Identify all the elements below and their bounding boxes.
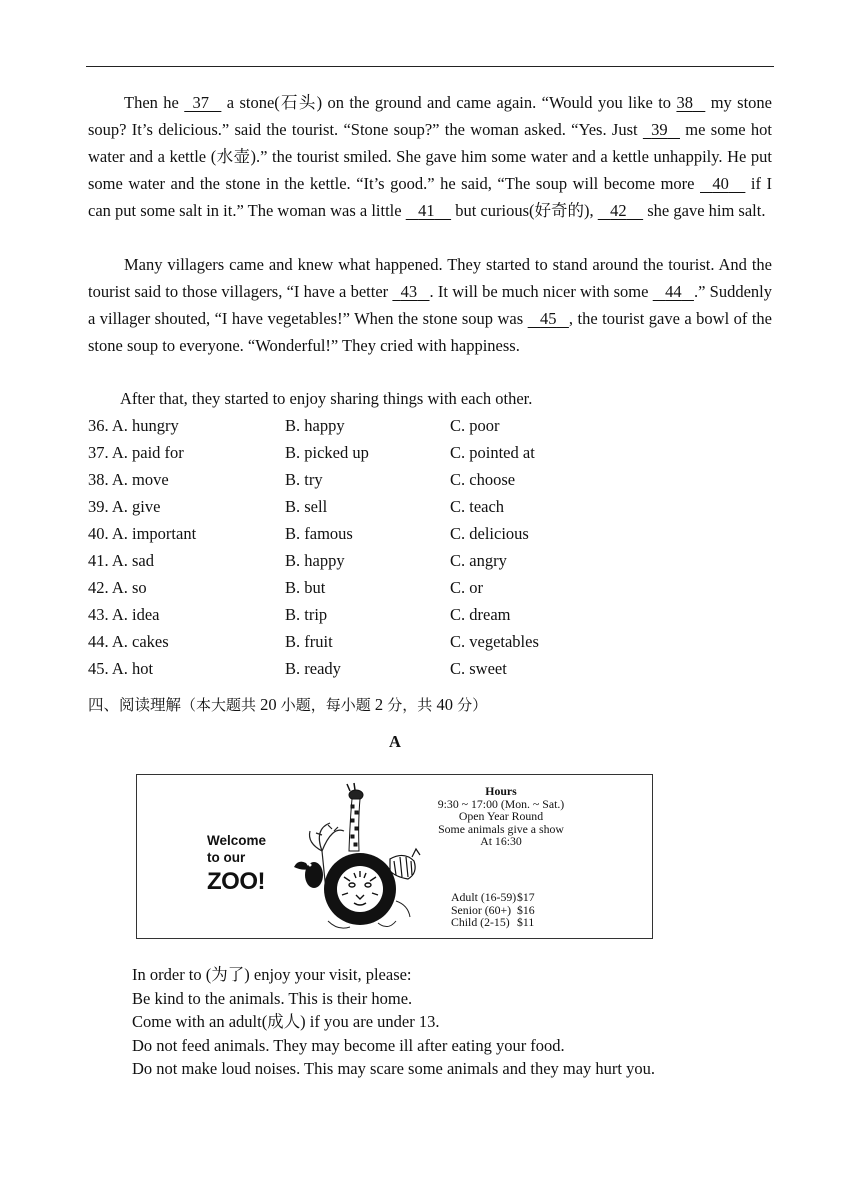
- option-c: C. or: [450, 578, 483, 597]
- option-c: C. vegetables: [450, 632, 539, 651]
- option-a: 43. A. idea: [88, 605, 160, 624]
- option-a: 41. A. sad: [88, 551, 154, 570]
- option-row-39: [88, 493, 778, 520]
- rule-line: Come with an adult(成人) if you are under 13.: [132, 1012, 440, 1032]
- price-row: Adult (16-59) $17: [451, 890, 535, 904]
- visit-rules: [132, 963, 655, 1081]
- option-b: B. try: [285, 470, 323, 489]
- blank-37: 37: [192, 93, 209, 112]
- answer-options: [88, 412, 778, 682]
- option-c: C. choose: [450, 470, 516, 489]
- option-row-36: [88, 412, 778, 439]
- blank-40: 40: [712, 174, 729, 193]
- passage-paragraph-3: After that, they started to enjoy sharing things with each other.: [120, 389, 533, 408]
- hours-info: Hours 9:30 ~ 17:00 (Mon. ~ Sat.) Open Year Round Some animals give a show At 16:30: [437, 784, 565, 849]
- option-c: C. pointed at: [450, 443, 535, 462]
- option-a: 40. A. important: [88, 524, 197, 543]
- option-row-42: [88, 574, 778, 601]
- rule-line: In order to (为了) enjoy your visit, please:: [132, 965, 412, 984]
- option-c: C. poor: [450, 416, 500, 435]
- blank-38: 38: [676, 93, 693, 112]
- option-b: B. ready: [285, 659, 341, 678]
- option-c: C. teach: [450, 497, 505, 516]
- option-c: C. angry: [450, 551, 507, 570]
- option-row-41: [88, 547, 778, 574]
- option-c: C. delicious: [450, 524, 529, 543]
- price-row: Senior (60+) $16: [451, 902, 535, 917]
- blank-45: 45: [540, 309, 557, 328]
- section-heading: 四、阅读理解（本大题共 20 小题，每小题 2 分，共 40 分）: [88, 695, 488, 714]
- option-b: B. famous: [285, 524, 353, 543]
- zoo-title: ZOO!: [207, 868, 265, 895]
- zoo-advertisement: [136, 774, 653, 939]
- passage-paragraph-1: Then he 37 a stone(石头) on the ground and came again. “Would you like to 38 my stone soup? It’s delicious.” said the tourist. “Stone soup?” the woman asked. “Yes. Just 39 me some hot water and a kettle (水壶).” the tourist smiled. She gave him some water and a kettle unhappily. He put some water and the stone in the kettle. “It’s good.” he said, “The soup will become more 40 if I can put some salt in it.” The woman was a little 41 but curious(好奇的), 42 she gave him salt.: [88, 89, 772, 224]
- option-a: 39. A. give: [88, 497, 161, 516]
- option-b: B. but: [285, 578, 326, 597]
- option-a: 45. A. hot: [88, 659, 154, 678]
- option-a: 42. A. so: [88, 578, 147, 597]
- option-row-38: [88, 466, 778, 493]
- option-row-40: [88, 520, 778, 547]
- option-row-45: [88, 655, 778, 682]
- option-c: C. sweet: [450, 659, 507, 678]
- header-rule: [86, 66, 774, 67]
- passage-letter: A: [389, 732, 401, 751]
- option-row-37: [88, 439, 778, 466]
- option-b: B. trip: [285, 605, 328, 624]
- option-a: 36. A. hungry: [88, 416, 179, 435]
- zoo-animals-illustration-icon: [292, 781, 432, 937]
- option-b: B. happy: [285, 416, 345, 435]
- blank-42: 42: [610, 201, 627, 220]
- option-b: B. sell: [285, 497, 328, 516]
- option-row-43: [88, 601, 778, 628]
- rule-line: Do not feed animals. They may become ill after eating your food.: [132, 1035, 565, 1055]
- blank-41: 41: [418, 201, 435, 220]
- option-b: B. fruit: [285, 632, 333, 651]
- option-b: B. happy: [285, 551, 345, 570]
- option-b: B. picked up: [285, 443, 369, 462]
- rule-line: Be kind to the animals. This is their home.: [132, 988, 413, 1008]
- blank-44: 44: [665, 282, 682, 301]
- option-a: 38. A. move: [88, 470, 169, 489]
- rule-line: Do not make loud noises. This may scare some animals and they may hurt you.: [132, 1059, 656, 1079]
- price-row: Child (2-15) $11: [451, 915, 535, 930]
- blank-43: 43: [400, 282, 418, 301]
- option-row-44: [88, 628, 778, 655]
- ticket-prices: [451, 891, 535, 929]
- welcome-text: Welcome to our: [207, 833, 267, 865]
- option-a: 37. A. paid for: [88, 443, 184, 462]
- blank-39: 39: [651, 120, 668, 139]
- passage-paragraph-2: Many villagers came and knew what happened. They started to stand around the tourist. And the tourist said to those villagers, “I have a better 43 . It will be much nicer with some 44 .” Suddenly a villager shouted, “I have vegetables!” When the stone soup was 45 , the tourist gave a bowl of the stone soup to everyone. “Wonderful!” They cried with happiness.: [88, 255, 772, 355]
- option-c: C. dream: [450, 605, 511, 624]
- option-a: 44. A. cakes: [88, 632, 169, 651]
